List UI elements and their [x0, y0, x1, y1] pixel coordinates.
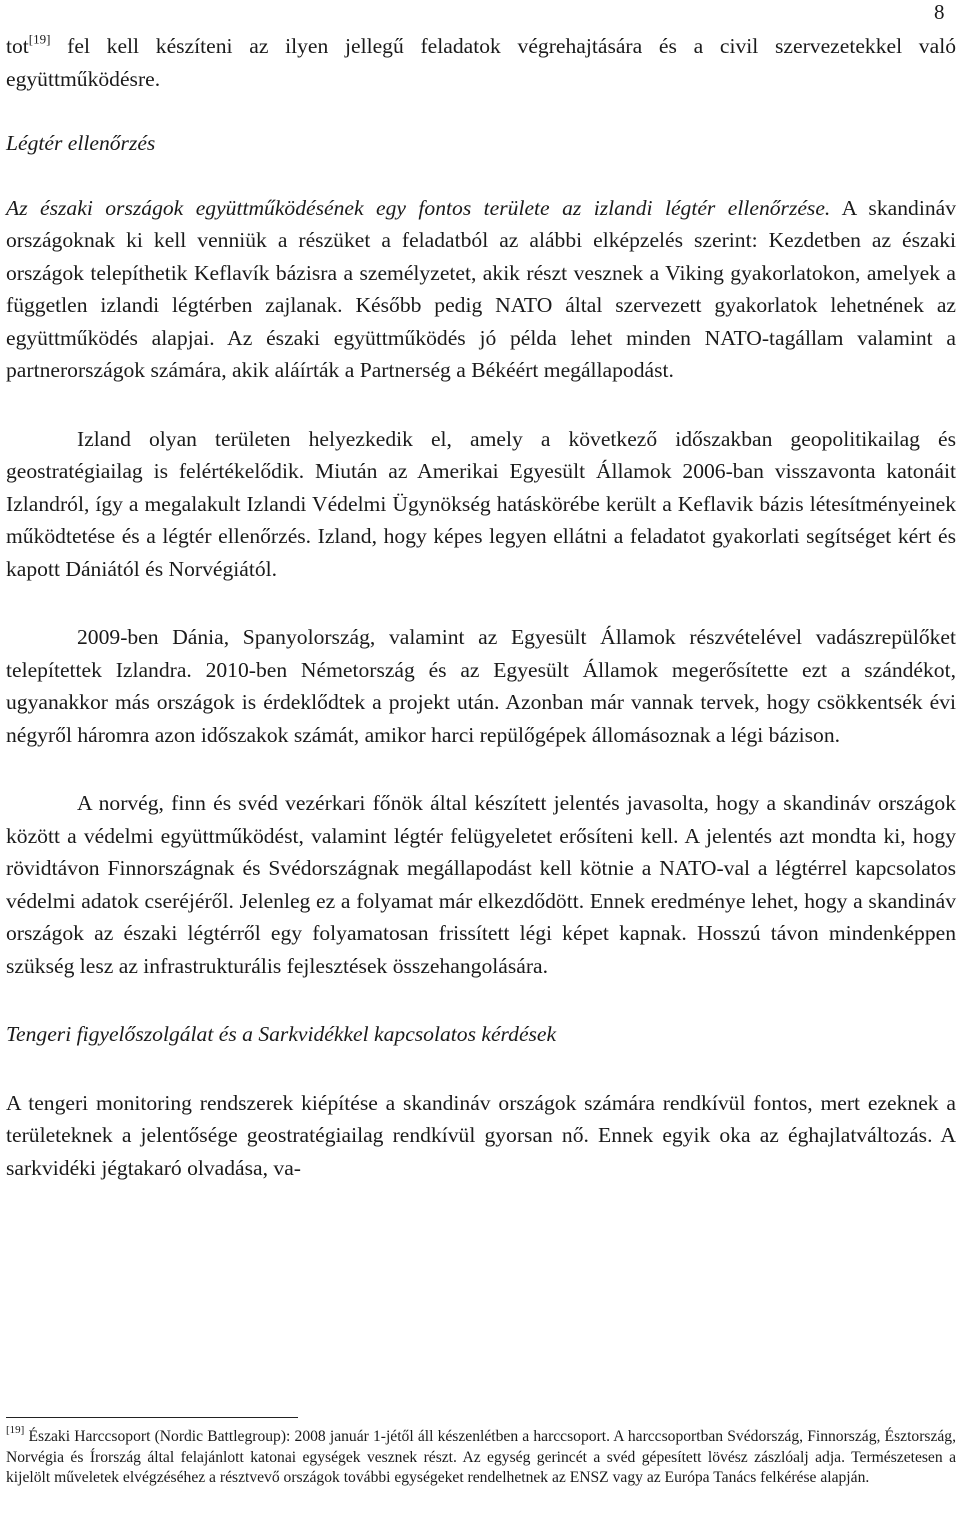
paragraph-airspace-lead: Az északi országok együttműködésének egy fontos területe az izlandi légtér ellenőrzése. — [6, 195, 831, 220]
footnote — [6, 1423, 956, 1489]
paragraph-continuation — [6, 30, 956, 95]
section-heading-maritime: Tengeri figyelőszolgálat és a Sarkvidékkel kapcsolatos kérdések — [6, 1022, 557, 1046]
footnote-divider — [6, 1417, 298, 1418]
paragraph-2009: 2009-ben Dánia, Spanyolország, valamint az Egyesült Államok részvételével vadászrepülőket telepítettek Izlandra. 2010-ben Németország és az Egyesült Államok megerősítette ezt a szándékot, ugyanakkor más országok is érdeklődtek a projekt után. Azonban már vannak tervek, hogy csökkentsék évi négyről háromra azon időszakok számát, amikor harci repülőgépek állomásoznak a légi bázison. — [6, 625, 956, 747]
document-body — [6, 30, 956, 1184]
footnote-marker: [19] — [6, 1423, 25, 1436]
paragraph-airspace-text: A skandináv országoknak ki kell venniük a részüket a feladatból az alábbi elképzelés szerint: Kezdetben az északi országok telepíthetik Keflavík bázisra a személyzetet, akik részt vesznek a Viking gyakorlatokon, amelyek a független izlandi légtérben zajlanak. Később pedig NATO által szervezett gyakorlatok lehetnének az együttműködés alapjai. Az északi együttműködés jó példa lehet minden NATO-tagállam valamint a partnerországok számára, akik aláírták a Partnerség a Békéért megállapodást. — [6, 195, 956, 382]
paragraph-iceland: Izland olyan területen helyezkedik el, amely a következő időszakban geopolitikailag és geostratégiailag is felértékelődik. Miután az Amerikai Egyesült Államok 2006-ban visszavonta katonáit Izlandról, így a megalakult Izlandi Védelmi Ügynökség hatáskörébe került a Keflavik bázis létesítményeinek működtetése és a légtér ellenőrzés. Izland, hogy képes legyen ellátni a feladatot gyakorlati segítséget kért és kapott Dániától és Norvégiától. — [6, 426, 956, 581]
footnote-text: Északi Harccsoport (Nordic Battlegroup): 2008 január 1-jétől áll készenlétben a harccsoport. A harccsoportban Svédország, Finnország, Észtország, Norvégia és Írország által felajánlott katonai egységek vesznek részt. Az egység gerincét a svéd gépesített lövész zászlóalj adja. Természetesen a kijelölt műveletek elvégzéséhez a résztvevő országok további egységeket rendelhetnek az ENSZ vagy az Európa Tanács felkérése alapján. — [6, 1428, 956, 1486]
paragraph-maritime: A tengeri monitoring rendszerek kiépítése a skandináv országok számára rendkívül fontos, mert ezeknek a területeknek a jelentősége geostratégiailag rendkívül gyorsan nő. Ennek egyik oka az éghajlatváltozás. A sarkvidéki jégtakaró olvadása, va- — [6, 1090, 956, 1180]
section-heading-airspace: Légtér ellenőrzés — [6, 131, 156, 155]
page-number: 8 — [934, 0, 945, 24]
continuation-prefix: tot — [6, 34, 29, 58]
continuation-text: fel kell készíteni az ilyen jellegű feladatok végrehajtására és a civil szervezetekkel való együttműködésre. — [6, 34, 956, 91]
footnote-reference[interactable]: [19] — [28, 31, 51, 47]
paragraph-airspace — [6, 192, 956, 387]
paragraph-report: A norvég, finn és svéd vezérkari főnök által készített jelentés javasolta, hogy a skandináv országok között a védelmi együttműködést, valamint légtér felügyeletet erősíteni kell. A jelentés azt mondta ki, hogy rövidtávon Finnországnak és Svédországnak megállapodást kell kötnie a NATO-val a légtérrel kapcsolatos védelmi adatok cseréjéről. Jelenleg ez a folyamat már elkezdődött. Ennek eredménye lehet, hogy a skandináv országok az északi légtérről egy folyamatosan frissített légi képet kapnak. Hosszú távon mindenképpen szükség lesz az infrastrukturális fejlesztések összehangolására. — [6, 791, 956, 978]
